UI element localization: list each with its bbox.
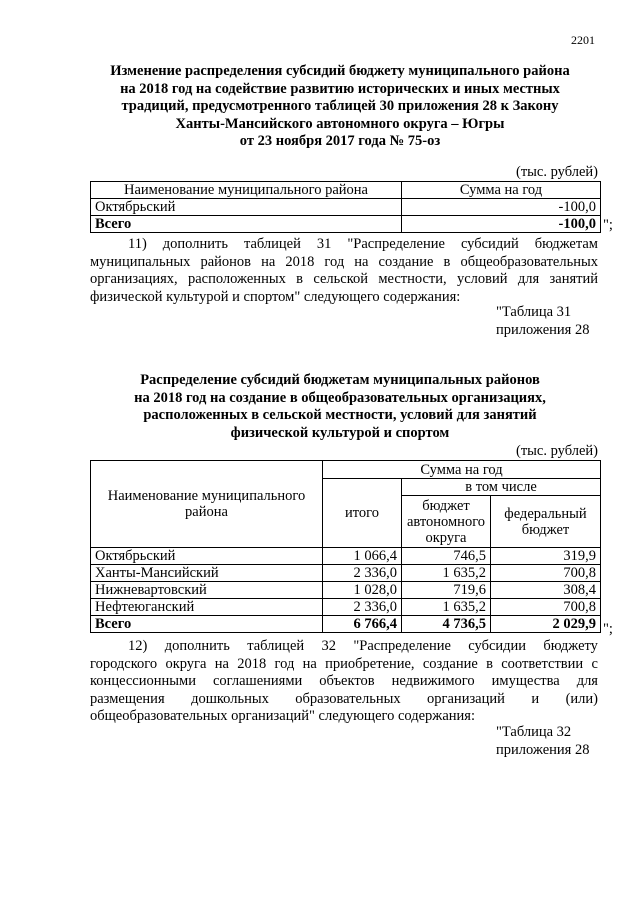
word: на [214, 655, 229, 672]
word: бюджету [543, 638, 598, 654]
table-31 [90, 460, 601, 633]
ref-line: приложения 28 [496, 741, 590, 758]
word: соглашениями [212, 673, 303, 690]
total-label: Всего [91, 616, 323, 633]
column-header-sum: Сумма на год [323, 461, 601, 479]
word: таблицей [247, 638, 305, 654]
word: условий [457, 271, 508, 288]
column-header-total: итого [323, 479, 402, 548]
closing-quote: "; [603, 621, 613, 637]
word: создание [422, 655, 478, 672]
word: соответствии [501, 655, 584, 672]
row-fed: 308,4 [491, 582, 601, 599]
word: субсидии [468, 638, 527, 654]
table-32-reference [496, 724, 589, 759]
row-fed: 319,9 [491, 548, 601, 565]
word: на [354, 253, 369, 270]
word: 2018 [237, 655, 267, 672]
paragraph-line [90, 656, 598, 674]
word: и [531, 690, 540, 707]
row-name: Ханты-Мансийский [91, 565, 323, 582]
unit-label: (тыс. рублей) [516, 164, 598, 180]
row-fed: 700,8 [491, 599, 601, 616]
title-line: от 23 ноября 2017 года № 75-оз [239, 133, 441, 149]
word: местности, [378, 271, 447, 288]
closing-quote: "; [603, 217, 613, 233]
row-total: 2 336,0 [323, 599, 402, 616]
section2-title [60, 372, 620, 442]
word: муниципальных [90, 253, 191, 270]
column-header-fed: федеральный бюджет [491, 496, 601, 548]
column-header-name: Наименование муниципального района [91, 182, 402, 199]
total-row [91, 216, 601, 233]
column-header-okrug: бюджет автономного округа [402, 496, 491, 548]
paragraph-11 [90, 236, 598, 306]
word: на [261, 253, 276, 270]
word: 31 [316, 236, 332, 252]
total-label: Всего [91, 216, 402, 233]
word: дополнить [164, 638, 230, 654]
word: недвижимого [391, 673, 475, 690]
title-line: Изменение распределения субсидий бюджету муниципального района [110, 63, 570, 79]
row-okrug: 1 635,2 [402, 565, 491, 582]
paragraph-line [90, 673, 598, 691]
total-value: -100,0 [402, 216, 601, 233]
paragraph-line [90, 691, 598, 709]
word: приобретение, [325, 655, 415, 672]
column-header-incl: в том числе [402, 479, 601, 496]
unit-label: (тыс. рублей) [516, 443, 598, 459]
table-row [91, 565, 601, 582]
word: имущества [491, 673, 560, 690]
word: для [576, 673, 598, 690]
paragraph-line [90, 271, 598, 289]
column-header-sum: Сумма на год [402, 182, 601, 199]
paragraph-line [90, 638, 598, 656]
row-total: 1 028,0 [323, 582, 402, 599]
word: (или) [565, 690, 598, 707]
word: в [486, 655, 493, 672]
word: размещения [90, 690, 165, 707]
paragraph-12 [90, 638, 598, 726]
word: городского [90, 655, 158, 672]
word: на [302, 655, 317, 672]
word: сельской [313, 271, 369, 288]
word: "Распределение [347, 236, 445, 252]
row-name: Октябрьский [91, 548, 323, 565]
ref-line: "Таблица 32 [496, 724, 572, 740]
word: объектов [319, 673, 375, 690]
word: общеобразовательных организаций" следующего содержания: [90, 708, 475, 725]
word: расположенных [187, 271, 286, 288]
row-okrug: 746,5 [402, 548, 491, 565]
word: дополнить [162, 236, 228, 252]
table-row [91, 199, 601, 216]
row-fed: 700,8 [491, 565, 601, 582]
word: год [274, 655, 295, 672]
word: физической культурой и спортом" следующего содержания: [90, 288, 461, 305]
ref-line: приложения 28 [496, 321, 590, 338]
word: общеобразовательных [460, 253, 598, 270]
row-okrug: 719,6 [402, 582, 491, 599]
section1-title [60, 63, 620, 151]
word: создание [378, 253, 434, 270]
table-row [91, 599, 601, 616]
word: 12) [128, 638, 148, 654]
word: с [591, 655, 598, 672]
row-value: -100,0 [402, 199, 601, 216]
row-name: Октябрьский [91, 199, 402, 216]
column-header-name: Наименование муниципального района [91, 461, 323, 548]
table-30-change [90, 181, 601, 233]
word: 32 [321, 638, 336, 654]
total-total: 6 766,4 [323, 616, 402, 633]
row-name: Нижневартовский [91, 582, 323, 599]
word: дошкольных [191, 690, 269, 707]
paragraph-line [90, 236, 598, 254]
word: бюджетам [534, 236, 598, 252]
word: для [517, 271, 540, 288]
word: 2018 [285, 253, 315, 270]
ref-line: "Таблица 31 [496, 304, 572, 320]
word: "Распределение [353, 638, 451, 654]
word: в [296, 271, 304, 288]
table-row [91, 548, 601, 565]
title-line: на 2018 год на содействие развитию исторических и иных местных [120, 80, 560, 97]
word: год [324, 253, 345, 270]
word: субсидий [460, 236, 519, 252]
title-line: Распределение субсидий бюджетам муниципальных районов [140, 372, 540, 388]
word: районов [200, 253, 252, 270]
title-line: Ханты-Мансийского автономного округа – Югры [175, 115, 505, 132]
word: в [443, 253, 451, 270]
row-total: 2 336,0 [323, 565, 402, 582]
paragraph-line [90, 254, 598, 272]
word: округа [165, 655, 207, 672]
row-okrug: 1 635,2 [402, 599, 491, 616]
row-name: Нефтеюганский [91, 599, 323, 616]
total-fed: 2 029,9 [491, 616, 601, 633]
title-line: физической культурой и спортом [230, 424, 450, 441]
word: концессионными [90, 673, 196, 690]
title-line: на 2018 год на создание в общеобразовательных организациях, [134, 389, 546, 406]
row-total: 1 066,4 [323, 548, 402, 565]
word: организаций [427, 690, 505, 707]
total-row [91, 616, 601, 633]
word: образовательных [295, 690, 401, 707]
title-line: традиций, предусмотренного таблицей 30 приложения 28 к Закону [121, 98, 559, 114]
title-line: расположенных в сельской местности, условий для занятий [143, 407, 537, 423]
table-31-reference [496, 304, 589, 339]
page-number: 2201 [571, 33, 595, 47]
total-okrug: 4 736,5 [402, 616, 491, 633]
table-row [91, 582, 601, 599]
word: таблицей [243, 236, 301, 252]
word: 11) [128, 236, 147, 252]
word: занятий [549, 271, 598, 288]
word: организациях, [90, 271, 178, 288]
